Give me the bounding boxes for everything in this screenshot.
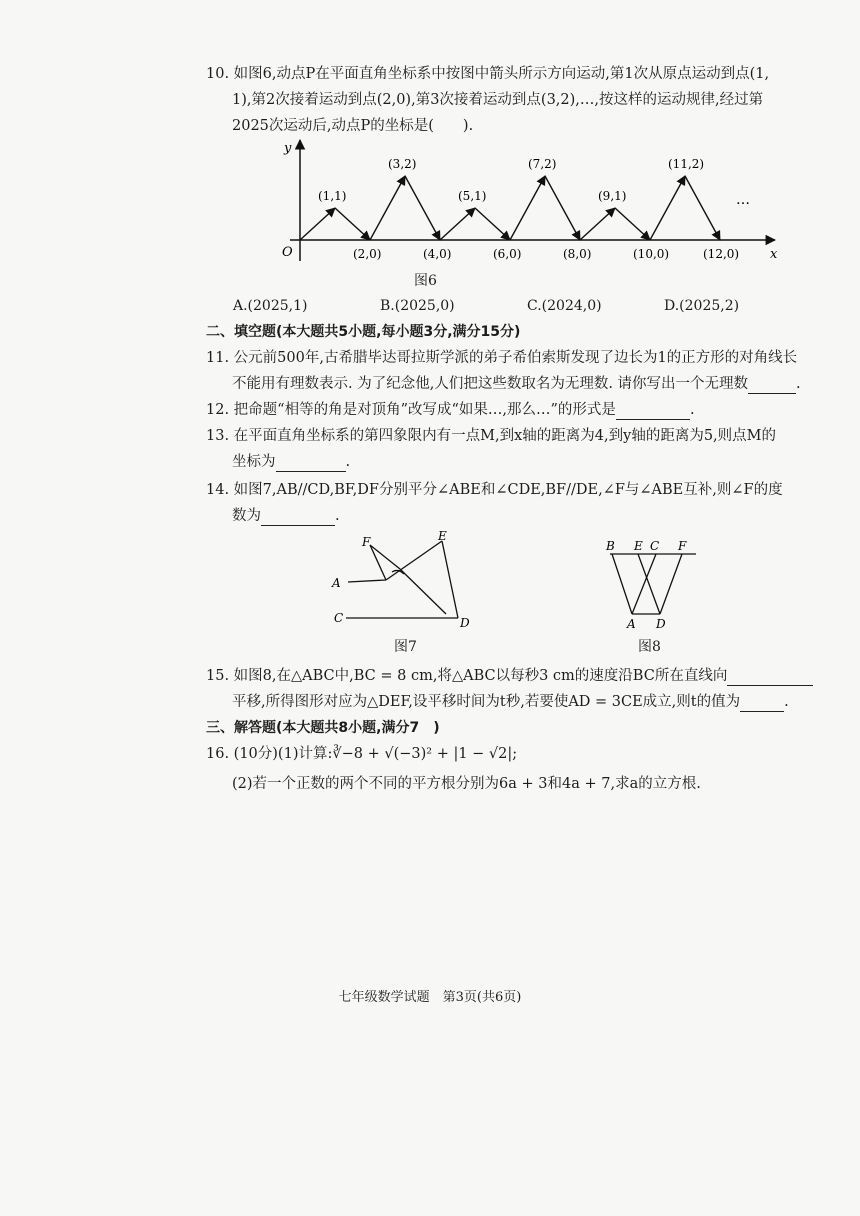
- fig8-label-a: A: [627, 617, 636, 631]
- q13-text-1: 在平面直角坐标系的第四象限内有一点M,到x轴的距离为4,到y轴的距离为5,则点M的: [233, 428, 777, 444]
- path-segment: [405, 176, 440, 240]
- figure-6: [270, 136, 790, 268]
- point-label: (9,1): [598, 189, 627, 203]
- section-3-title: 三、解答题(本大题共8小题,满分7 ): [206, 720, 440, 736]
- x-axis-label: x: [770, 247, 778, 262]
- zigzag-path: [300, 176, 720, 240]
- q11-text-1: 公元前500年,古希腊毕达哥拉斯学派的弟子希伯索斯发现了边长为1的正方形的对角线长: [233, 350, 798, 366]
- path-segment: [300, 208, 335, 240]
- q15-text-2: 平移,所得图形对应为△DEF,设平移时间为t秒,若要使AD = 3CE成立,则t的值为: [232, 694, 741, 710]
- q10-line3: 2025次运动后,动点P的坐标是( ).: [232, 118, 474, 134]
- point-label: (11,2): [668, 157, 705, 171]
- q15-tail: .: [784, 694, 789, 710]
- q15-line1: [206, 666, 813, 686]
- option-c: C.(2024,0): [527, 298, 602, 314]
- path-segment: [370, 176, 405, 240]
- q14-answer-blank[interactable]: [261, 509, 335, 526]
- q11-tail: .: [796, 376, 801, 392]
- q11-number: 11.: [206, 350, 230, 366]
- path-segment: [440, 208, 475, 240]
- q14-text-1: 如图7,AB//CD,BF,DF分别平分∠ABE和∠CDE,BF//DE,∠F与∠ABE互补,则∠F的度: [233, 482, 783, 498]
- q14-number: 14.: [206, 482, 230, 498]
- fig8-label-b: B: [606, 539, 615, 553]
- section-2-title: 二、填空题(本大题共5小题,每小题3分,满分15分): [206, 324, 521, 340]
- q11-line2: [232, 374, 801, 394]
- q11-text-2: 不能用有理数表示. 为了纪念他,人们把这些数取名为无理数. 请你写出一个无理数: [232, 376, 749, 392]
- q13-answer-blank[interactable]: [276, 455, 346, 472]
- point-label: (3,2): [388, 157, 417, 171]
- figure-7: [326, 528, 486, 632]
- q16-line1: [206, 744, 517, 764]
- fig8-label-f: F: [678, 539, 687, 553]
- point-label: (12,0): [703, 247, 740, 261]
- point-label: (7,2): [528, 157, 557, 171]
- q15-direction-blank[interactable]: [727, 669, 813, 686]
- ellipsis: …: [736, 192, 750, 208]
- q10-line1: [206, 64, 769, 84]
- path-segment: [335, 208, 370, 240]
- path-segment: [545, 176, 580, 240]
- option-a: A.(2025,1): [233, 298, 308, 314]
- line-ed: [442, 541, 458, 618]
- q13-tail: .: [345, 454, 351, 470]
- q12-line: [206, 400, 695, 420]
- line-ac: [632, 554, 656, 614]
- q12-answer-blank[interactable]: [616, 403, 690, 420]
- line-bf: [370, 545, 386, 580]
- figure-8-caption: 图8: [638, 639, 661, 655]
- q15-answer-blank[interactable]: [740, 695, 784, 712]
- figure-6-caption: 图6: [414, 273, 437, 289]
- point-labels: [318, 157, 739, 261]
- q13-number: 13.: [206, 428, 230, 444]
- path-segment: [580, 208, 615, 240]
- point-label: (5,1): [458, 189, 487, 203]
- q16-text-1: (10分)(1)计算:∛−8 + √(−3)² + |1 − √2|;: [233, 746, 518, 762]
- q14-tail: .: [335, 508, 340, 524]
- q16-number: 16.: [206, 746, 230, 762]
- q13-line1: [206, 426, 776, 446]
- line-ab: [348, 580, 386, 582]
- line-ed: [638, 554, 660, 614]
- y-axis-label: y: [284, 141, 292, 156]
- q15-line2: [232, 692, 789, 712]
- point-label: (1,1): [318, 189, 347, 203]
- path-segment: [510, 176, 545, 240]
- q12-number: 12.: [206, 402, 230, 418]
- q13-text-2: 坐标为: [232, 454, 276, 470]
- q15-text-1: 如图8,在△ABC中,BC = 8 cm,将△ABC以每秒3 cm的速度沿BC所在直线向: [233, 668, 728, 684]
- q10-text-1: 如图6,动点P在平面直角坐标系中按图中箭头所示方向运动,第1次从原点运动到点(1,: [233, 66, 770, 82]
- line-fd: [400, 569, 446, 614]
- q10-line2: 1),第2次接着运动到点(2,0),第3次接着运动到点(3,2),…,按这样的运动规律,经过第: [232, 92, 764, 108]
- path-segment: [475, 208, 510, 240]
- q15-number: 15.: [206, 668, 230, 684]
- line-ba: [612, 554, 632, 614]
- fig8-label-e: E: [634, 539, 643, 553]
- q14-text-2: 数为: [232, 508, 261, 524]
- q10-number: 10.: [206, 66, 230, 82]
- figure-7-caption: 图7: [394, 639, 417, 655]
- point-label: (10,0): [633, 247, 670, 261]
- q11-line1: [206, 348, 797, 368]
- page-footer: 七年级数学试题 第3页(共6页): [338, 990, 522, 1005]
- point-label: (2,0): [353, 247, 382, 261]
- q12-tail: .: [689, 402, 695, 418]
- fig7-label-d: D: [460, 616, 470, 630]
- fig7-label-e: E: [438, 529, 447, 543]
- line-f-mid: [370, 545, 400, 569]
- point-label: (8,0): [563, 247, 592, 261]
- figure-8: [598, 536, 708, 632]
- fig8-label-d: D: [656, 617, 666, 631]
- q13-line2: [232, 452, 350, 472]
- q14-line1: [206, 480, 783, 500]
- line-df: [660, 554, 682, 614]
- path-segment: [650, 176, 685, 240]
- fig8-label-c: C: [650, 539, 660, 553]
- point-label: (6,0): [493, 247, 522, 261]
- q14-line2: [232, 506, 340, 526]
- fig7-label-a: A: [332, 576, 341, 590]
- path-segment: [685, 176, 720, 240]
- option-d: D.(2025,2): [664, 298, 740, 314]
- fig7-label-c: C: [334, 611, 344, 625]
- q16-line2: (2)若一个正数的两个不同的平方根分别为6a + 3和4a + 7,求a的立方根.: [232, 776, 701, 792]
- fig7-label-f: F: [362, 535, 371, 549]
- q11-answer-blank[interactable]: [748, 377, 796, 394]
- point-label: (4,0): [423, 247, 452, 261]
- origin-label: O: [282, 245, 293, 260]
- line-be: [386, 541, 442, 580]
- path-segment: [615, 208, 650, 240]
- option-b: B.(2025,0): [380, 298, 455, 314]
- q12-text: 把命题“相等的角是对顶角”改写成“如果…,那么…”的形式是: [233, 402, 616, 418]
